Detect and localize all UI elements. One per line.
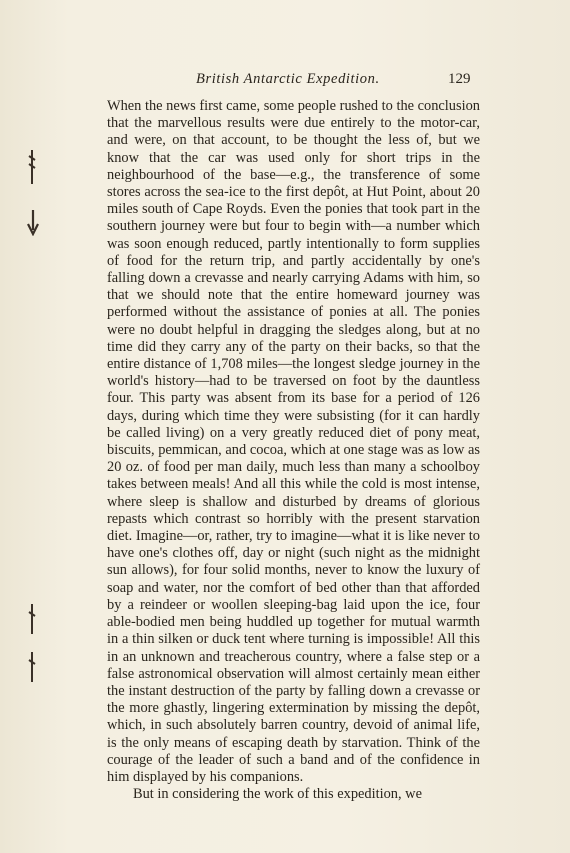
page-number: 129 (448, 71, 471, 87)
paragraph: When the news first came, some people rushed to the conclusion that the marvellous results were due entirely to the motor-car, and were, on that account, to be thought the less of, but we know that the car was used only for short trips in the neighbourhood of the base—e.g., the transference of some stores across the sea-ice to the first depôt, at Hut Point, about 20 miles south of Cape Royds. Even the ponies that took part in the southern journey were but four to begin with—a number which was soon enough reduced, partly intentionally to form supplies of food for the return trip, and partly accidentally by one's falling down a crevasse and nearly carrying Adams with him, so that we should note that the entire homeward journey was performed without the assistance of ponies at all. The ponies were no doubt helpful in dragging the sledges along, but at no time did they carry any of the party on their backs, so that the entire distance of 1,708 miles—the longest sledge journey in the world's history—had to be traversed on foot by the dauntless four. This party was absent from its base for a period of 126 days, during which time they were subsisting (for it can hardly be called living) on a very greatly reduced diet of pony meat, biscuits, pemmican, and cocoa, which at one stage was as low as 20 oz. of food per man daily, much less than many a schoolboy takes between meals! And all this while the cold is most intense, where sleep is shallow and disturbed by dreams of glorious repasts which contrast so horribly with the present starvation diet. Imagine—or, rather, try to imagine—what it is like never to have one's clothes off, day or night (such night as the midnight sun allows), for four solid months, never to know the luxury of soap and water, nor the comfort of bed other than that afforded by a reindeer or woollen sleeping-bag laid upon the ice, four able-bodied men being huddled up together for mutual warmth in a thin silken or duck tent where turning is impossible! All this in an unknown and treacherous country, where a false step or a false astronomical observation will almost certainly mean either the instant destruction of the party by falling down a crevasse or the more ghastly, lingering extermination by missing the depôt, which, in such absolutely barren country, devoid of animal life, is the only means of escaping death by starvation. Think of the courage of the leader of such a band and of the confidence in him displayed by his companions. (107, 98, 480, 785)
margin-mark-icon (27, 150, 37, 184)
body-text (107, 98, 480, 803)
margin-mark-icon (27, 652, 37, 682)
margin-arrow-icon (27, 210, 37, 236)
page-header (0, 71, 570, 93)
margin-mark-icon (27, 604, 37, 634)
running-title: British Antarctic Expedition. (196, 71, 380, 87)
paragraph: But in considering the work of this expedition, we (133, 786, 422, 803)
